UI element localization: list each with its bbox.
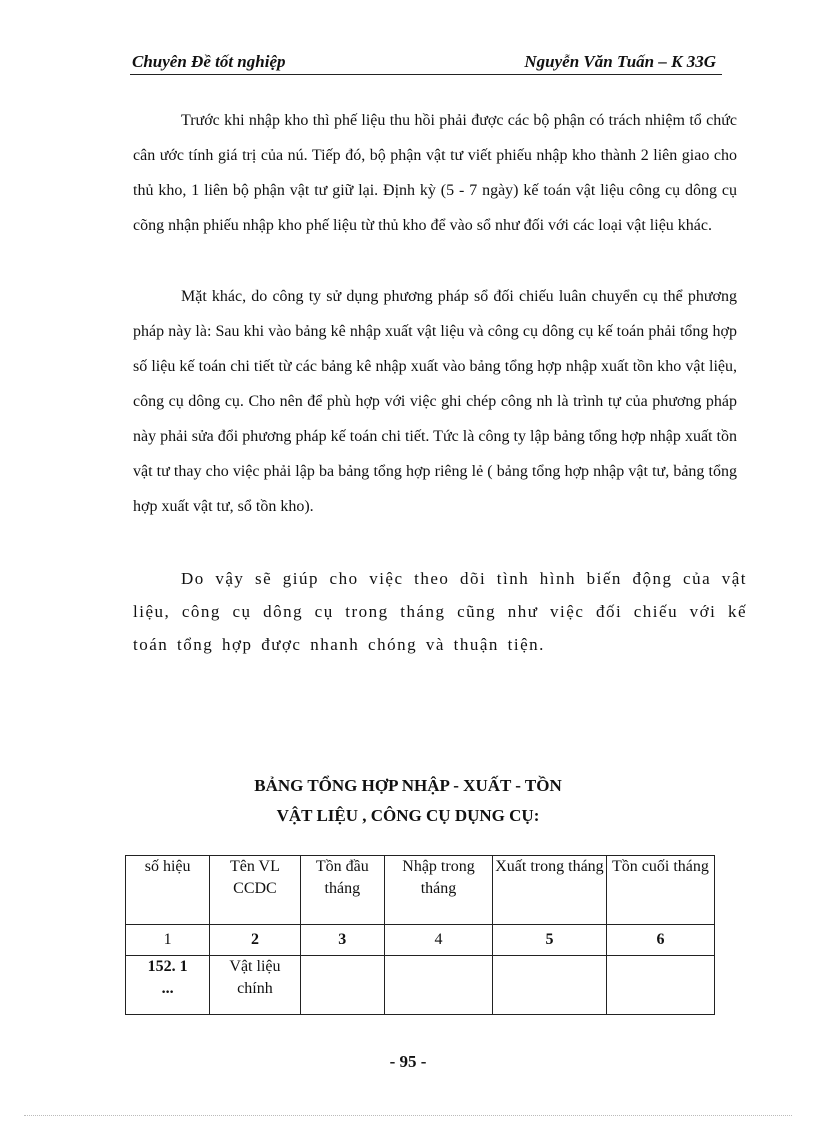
row-opening-stock [300, 956, 384, 1015]
table-title-line-1: BẢNG TỔNG HỢP NHẬP - XUẤT - TỒN [254, 776, 562, 795]
header-author: Nguyễn Văn Tuấn – K 33G [524, 52, 716, 71]
row-name: Vật liệu chính [210, 956, 300, 1015]
column-number-5: 5 [493, 925, 607, 956]
row-code-cell [126, 956, 210, 1015]
column-number-1: 1 [126, 925, 210, 956]
row-code-continuation: ... [161, 980, 174, 997]
paragraph-3 [133, 562, 747, 661]
page-number: - 95 - [389, 1052, 427, 1071]
column-number-3: 3 [300, 925, 384, 956]
table-title-line-2: VẬT LIỆU , CÔNG CỤ DỤNG CỤ: [276, 806, 540, 825]
row-code: 152. 1 [147, 958, 188, 975]
header-receipts: Nhập trong tháng [384, 856, 492, 925]
header-code: số hiệu [126, 856, 210, 925]
paragraph-2 [133, 279, 737, 524]
paragraph-3-text: Do vậy sẽ giúp cho việc theo dõi tình hình biến động của vật liệu, công cụ dông cụ trong tháng cũng như việc đối chiếu với kế toán tổng hợp được nhanh chóng và thuận tiện. [133, 569, 747, 654]
page-bottom-divider [24, 1115, 792, 1116]
inventory-summary-table [125, 855, 715, 1015]
paragraph-2-text: Mặt khác, do công ty sử dụng phương pháp sổ đối chiếu luân chuyển cụ thể phương pháp này là: Sau khi vào bảng kê nhập xuất vật liệu và công cụ dông cụ kế toán phải tổng hợp số liệu kế toán chi tiết từ các bảng kê nhập xuất vào bảng tổng hợp nhập xuất tồn kho vật liệu, công cụ dông cụ. Cho nên để phù hợp với việc ghi chép công nh là trình tự của phương pháp này phải sửa đổi phương pháp kế toán chi tiết. Tức là công ty lập bảng tổng hợp nhập xuất tồn vật tư thay cho việc phải lập ba bảng tổng hợp riêng lẻ ( bảng tổng hợp nhập vật tư, bảng tổng hợp xuất vật tư, sổ tồn kho). [133, 288, 737, 515]
header-name: Tên VL CCDC [210, 856, 300, 925]
header-document-title: Chuyên Đề tốt nghiệp [132, 52, 286, 71]
header-closing-stock: Tồn cuối tháng [606, 856, 714, 925]
row-receipts [384, 956, 492, 1015]
column-number-row [126, 925, 715, 956]
header-opening-stock: Tồn đầu tháng [300, 856, 384, 925]
column-number-2: 2 [210, 925, 300, 956]
table-row [126, 956, 715, 1015]
column-number-4: 4 [384, 925, 492, 956]
paragraph-1 [133, 103, 737, 243]
column-number-6: 6 [606, 925, 714, 956]
table-header-row [126, 856, 715, 925]
row-closing-stock [606, 956, 714, 1015]
row-issues [493, 956, 607, 1015]
paragraph-1-text: Trước khi nhập kho thì phế liệu thu hồi phải được các bộ phận có trách nhiệm tổ chức cân ước tính giá trị của nú. Tiếp đó, bộ phận vật tư viết phiếu nhập kho thành 2 liên giao cho thủ kho, 1 liên bộ phận vật tư giữ lại. Định kỳ (5 - 7 ngày) kế toán vật liệu công cụ dông cụ cõng nhận phiếu nhập kho phế liệu từ thủ kho để vào sổ như đối với các loại vật liệu khác. [133, 112, 737, 234]
header-issues: Xuất trong tháng [493, 856, 607, 925]
page-header [130, 50, 722, 75]
